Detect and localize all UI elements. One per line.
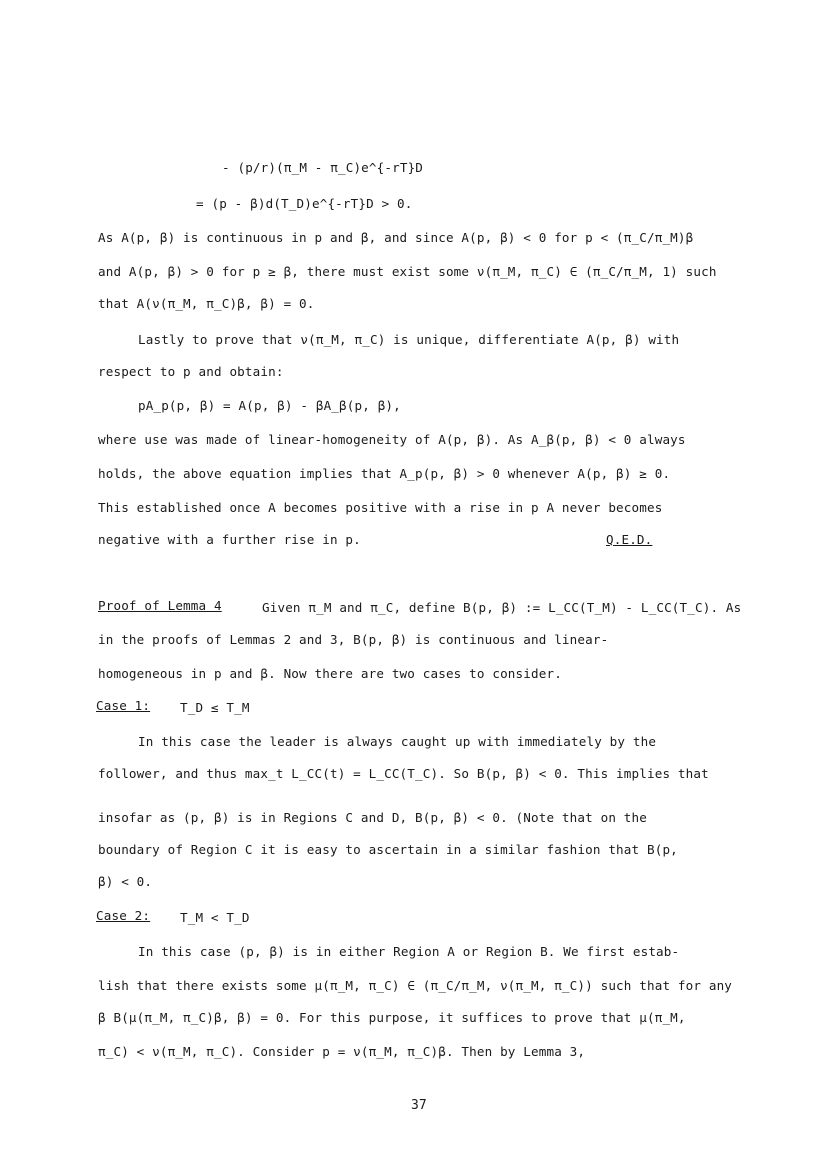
text-line: In this case the leader is always caught up with immediately by the [138,734,657,749]
text-line: and A(p, β) > 0 for p ≥ β, there must exist some ν(π_M, π_C) ∈ (π_C/π_M, 1) such [98,264,717,279]
equation-line-2: = (p - β)d(T_D)e^{-rT}D > 0. [196,196,413,211]
equation-line-1: - (p/r)(π_M - π_C)e^{-rT}D [222,160,424,175]
case-heading: Case 1: [96,698,151,713]
text-line: This established once A becomes positive with a rise in p A never becomes [98,500,663,515]
text-line: negative with a further rise in p. [98,532,361,547]
text-line: β) < 0. [98,874,153,889]
text-line: In this case (p, β) is in either Region A or Region B. We first estab- [138,944,680,959]
text-line: respect to p and obtain: [98,364,284,379]
text-line: Lastly to prove that ν(π_M, π_C) is unique, differentiate A(p, β) with [138,332,680,347]
text-line: lish that there exists some μ(π_M, π_C) ∈ (π_C/π_M, ν(π_M, π_C)) such that for any [98,978,733,993]
text-line: in the proofs of Lemmas 2 and 3, B(p, β) is continuous and linear- [98,632,609,647]
text-line: follower, and thus max_t L_CC(t) = L_CC(T_C). So B(p, β) < 0. This implies that [98,766,709,781]
equation-line: pA_p(p, β) = A(p, β) - βA_β(p, β), [138,398,401,413]
text-line: β B(μ(π_M, π_C)β, β) = 0. For this purpose, it suffices to prove that μ(π_M, [98,1010,686,1025]
case-heading: Case 2: [96,908,151,923]
case-condition: T_D ≤ T_M [180,700,250,715]
section-heading: Proof of Lemma 4 [98,598,222,613]
case-condition: T_M < T_D [180,910,250,925]
text-line: insofar as (p, β) is in Regions C and D, B(p, β) < 0. (Note that on the [98,810,647,825]
text-line: π_C) < ν(π_M, π_C). Consider p = ν(π_M, π_C)β. Then by Lemma 3, [98,1044,586,1059]
text-line: Given π_M and π_C, define B(p, β) := L_CC(T_M) - L_CC(T_C). As [262,600,742,615]
text-line: holds, the above equation implies that A_p(p, β) > 0 whenever A(p, β) ≥ 0. [98,466,671,481]
page-number: 37 [411,1098,427,1113]
text-line: that A(ν(π_M, π_C)β, β) = 0. [98,296,315,311]
text-line: boundary of Region C it is easy to ascertain in a similar fashion that B(p, [98,842,678,857]
text-line: homogeneous in p and β. Now there are two cases to consider. [98,666,562,681]
qed-mark: Q.E.D. [606,532,653,547]
text-line: As A(p, β) is continuous in p and β, and since A(p, β) < 0 for p < (π_C/π_M)β [98,230,694,245]
text-line: where use was made of linear-homogeneity of A(p, β). As A_β(p, β) < 0 always [98,432,686,447]
